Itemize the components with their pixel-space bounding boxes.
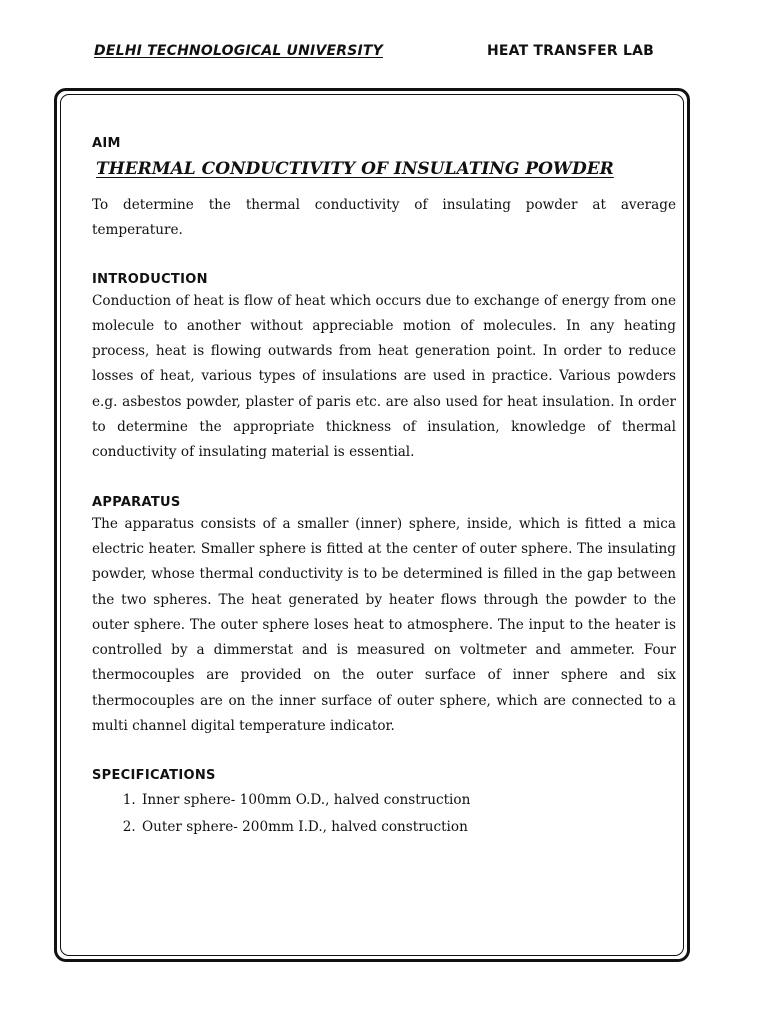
aim-text: To determine the thermal conductivity of insulating powder at average temperature. (92, 197, 676, 239)
specifications-list (92, 787, 676, 841)
specifications-heading: SPECIFICATIONS (92, 768, 216, 784)
document-body (92, 136, 676, 841)
aim-label: AIM (92, 136, 121, 151)
apparatus-heading: APPARATUS (92, 494, 181, 510)
apparatus-text: The apparatus consists of a smaller (inner) sphere, inside, which is fitted a mica electric heater. Smaller sphere is fitted at the center of outer sphere. The insulating powder, whose thermal conductivity is to be determined is filled in the gap between the two spheres. The heat generated by heater flows through the powder to the outer sphere. The outer sphere loses heat to atmosphere. The input to the heater is controlled by a dimmerstat and is measured on voltmeter and ammeter. Four thermocouples are provided on the outer surface of inner sphere and six thermocouples are on the inner surface of outer sphere, which are connected to a multi channel digital temperature indicator. (92, 515, 676, 735)
list-item: 1. Inner sphere- 100mm O.D., halved construction (140, 787, 676, 814)
list-item: 2. Outer sphere- 200mm I.D., halved construction (140, 814, 676, 841)
page-header (94, 43, 654, 65)
lab-name: HEAT TRANSFER LAB (486, 43, 654, 59)
introduction-text: Conduction of heat is flow of heat which occurs due to exchange of energy from one molecule to another without appreciable motion of molecules. In any heating process, heat is flowing outwards from heat generation point. In order to reduce losses of heat, various types of insulations are used in practice. Various powders e.g. asbestos powder, plaster of paris etc. are also used for heat insulation. In order to determine the appropriate thickness of insulation, knowledge of thermal conductivity of insulating material is essential. (92, 292, 676, 461)
university-name: DELHI TECHNOLOGICAL UNIVERSITY (94, 43, 384, 59)
experiment-title: THERMAL CONDUCTIVITY OF INSULATING POWDER (96, 159, 614, 179)
introduction-heading: INTRODUCTION (92, 271, 208, 287)
